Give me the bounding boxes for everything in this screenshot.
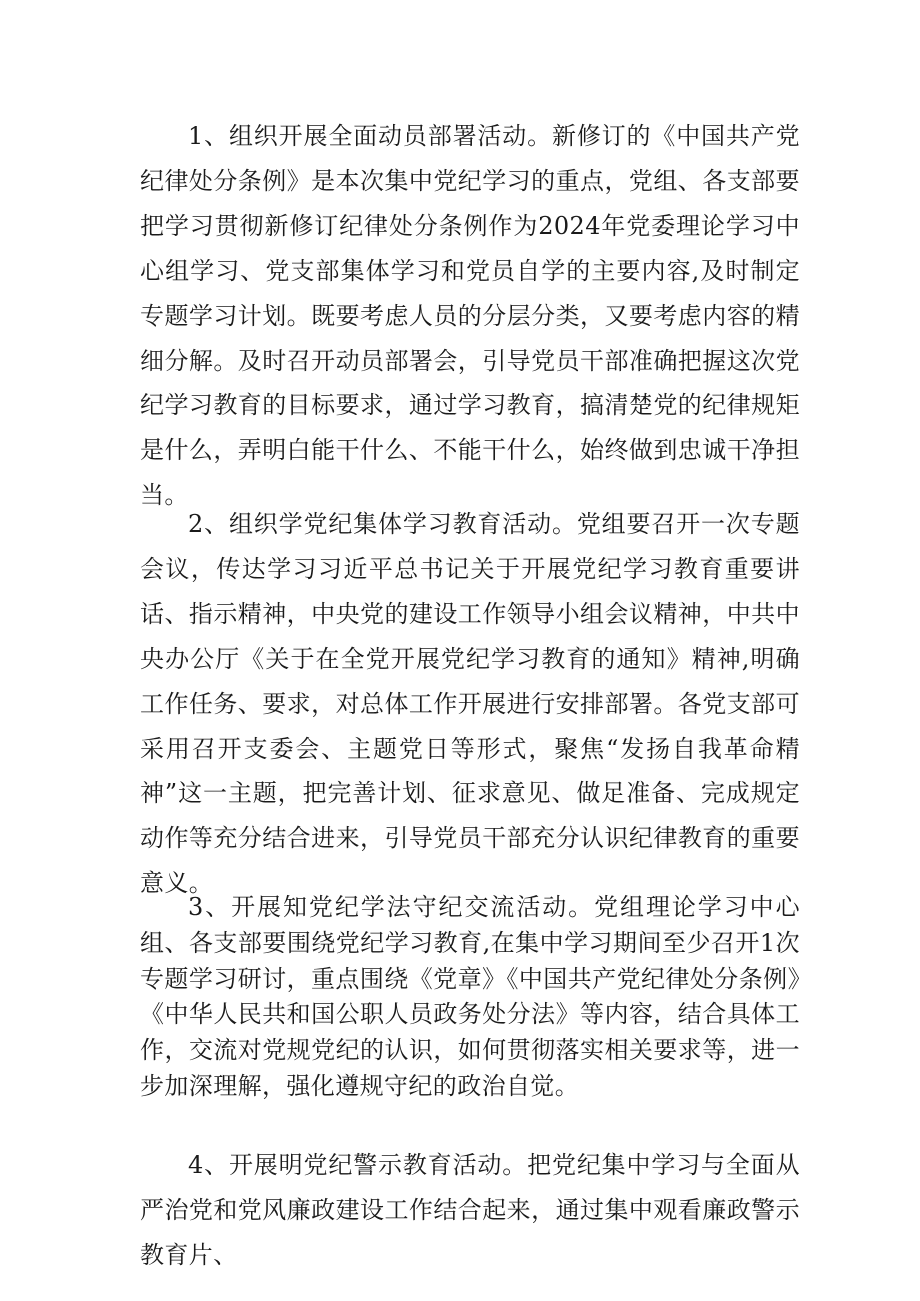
paragraph-4-warning-education: 4、开展明党纪警示教育活动。把党纪集中学习与全面从严治党和党风廉政建设工作结合起来，通过集中观看廉政警示教育片、 <box>140 1151 800 1269</box>
paragraph-1-mobilization: 1、组织开展全面动员部署活动。新修订的《中国共产党纪律处分条例》是本次集中党纪学习的重点，党组、各支部要把学习贯彻新修订纪律处分条例作为2024年党委理论学习中心组学习、党支部集体学习和党员自学的主要内容,及时制定专题学习计划。既要考虑人员的分层分类，又要考虑内容的精细分解。及时召开动员部署会，引导党员干部准确把握这次党纪学习教育的目标要求，通过学习教育，搞清楚党的纪律规矩是什么，弄明白能干什么、不能干什么，始终做到忠诚干净担当。 <box>140 122 800 510</box>
paragraph-3-exchange-activity: 3、开展知党纪学法守纪交流活动。党组理论学习中心组、各支部要围绕党纪学习教育,在集中学习期间至少召开1次专题学习研讨，重点围绕《党章》《中国共产党纪律处分条例》《中华人民共和国公职人员政务处分法》等内容，结合具体工作，交流对党规党纪的认识，如何贯彻落实相关要求等，进一步加深理解，强化遵规守纪的政治自觉。 <box>140 893 800 1100</box>
paragraph-2-collective-study: 2、组织学党纪集体学习教育活动。党组要召开一次专题会议，传达学习习近平总书记关于开展党纪学习教育重要讲话、指示精神，中央党的建设工作领导小组会议精神，中共中央办公厅《关于在全党开展党纪学习教育的通知》精神,明确工作任务、要求，对总体工作开展进行安排部署。各党支部可采用召开支委会、主题党日等形式，聚焦“发扬自我革命精神”这一主题，把完善计划、征求意见、做足准备、完成规定动作等充分结合进来，引导党员干部充分认识纪律教育的重要意义。 <box>140 510 800 898</box>
